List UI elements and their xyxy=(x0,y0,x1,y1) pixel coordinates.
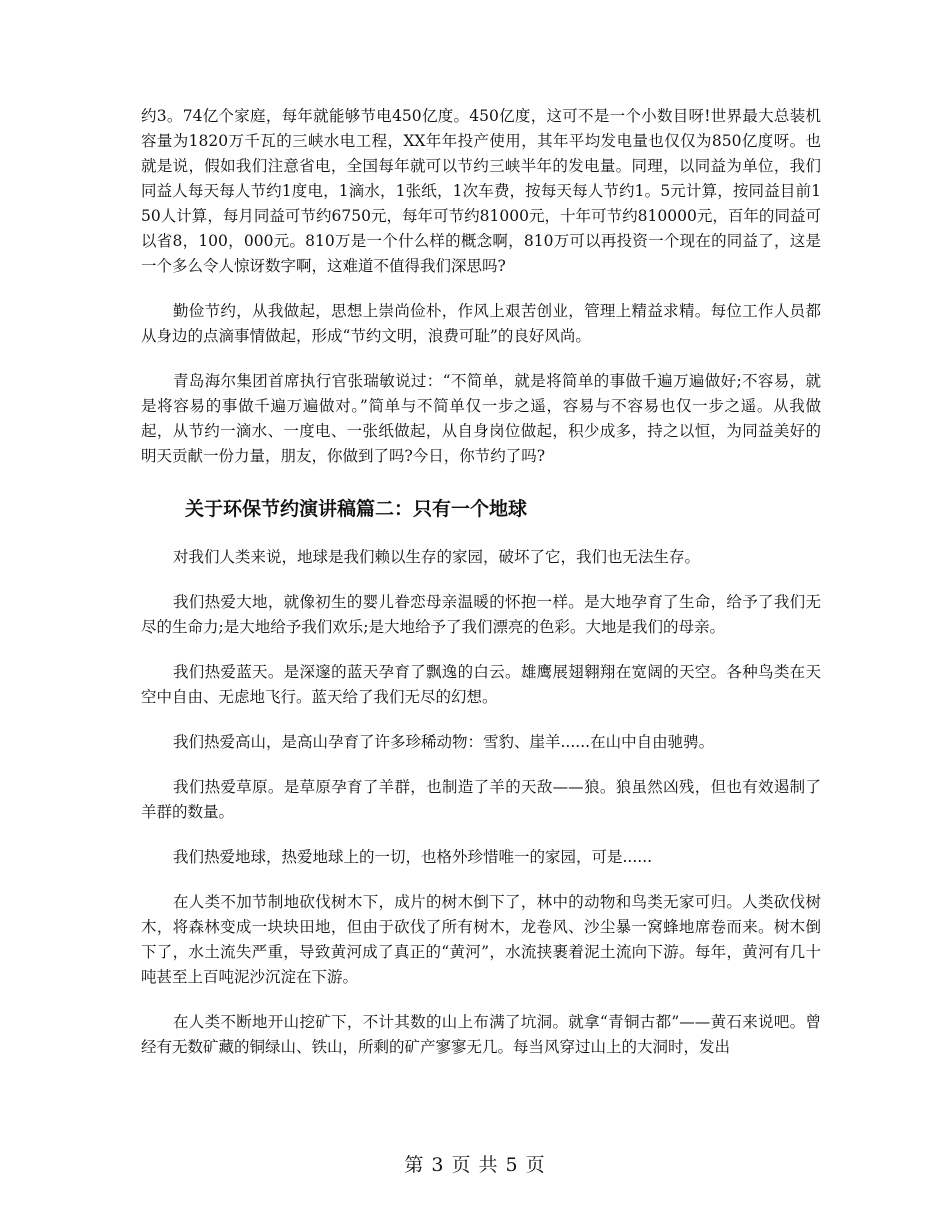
body-paragraph: 我们热爱高山，是高山孕育了许多珍稀动物：雪豹、崖羊......在山中自由驰骋。 xyxy=(173,733,715,751)
body-paragraph: 在人类不断地开山挖矿下，不计其数的山上布满了坑洞。就拿“青铜古都”——黄石来说吧。曾经有无数矿藏的铜绿山、铁山，所剩的矿产寥寥无几。每当风穿过山上的大洞时，发出 xyxy=(141,1013,821,1056)
section-heading: 关于环保节约演讲稿篇二：只有一个地球 xyxy=(185,498,528,520)
body-paragraph: 我们热爱草原。是草原孕育了羊群，也制造了羊的天敌——狼。狼虽然凶残，但也有效遏制了羊群的数量。 xyxy=(141,778,821,821)
document-page xyxy=(141,104,821,1060)
body-paragraph: 我们热爱蓝天。是深邃的蓝天孕育了飘逸的白云。雄鹰展翅翱翔在宽阔的天空。各种鸟类在天空中自由、无虑地飞行。蓝天给了我们无尽的幻想。 xyxy=(141,663,821,706)
body-paragraph: 在人类不加节制地砍伐树木下，成片的树木倒下了，林中的动物和鸟类无家可归。人类砍伐树木，将森林变成一块块田地，但由于砍伐了所有树木，龙卷风、沙尘暴一窝蜂地席卷而来。树木倒下了，水土流失严重，导致黄河成了真正的“黄河”，水流挟裹着泥土流向下游。每年，黄河有几十吨甚至上百吨泥沙沉淀在下游。 xyxy=(141,893,821,986)
body-paragraph: 勤俭节约，从我做起，思想上崇尚俭朴，作风上艰苦创业，管理上精益求精。每位工作人员都从身边的点滴事情做起，形成“节约文明，浪费可耻”的良好风尚。 xyxy=(141,302,821,345)
body-paragraph: 约3。74亿个家庭，每年就能够节电450亿度。450亿度，这可不是一个小数目呀!世界最大总装机容量为1820万千瓦的三峡水电工程，XX年年投产使用，其年平均发电量也仅仅为850亿度呀。也就是说，假如我们注意省电，全国每年就可以节约三峡半年的发电量。同理，以同益为单位，我们同益人每天每人节约1度电，1滴水，1张纸，1次车费，按每天每人节约1。5元计算，按同益目前150人计算，每月同益可节约6750元，每年可节约81000元，十年可节约810000元，百年的同益可以省8，100，000元。810万是一个什么样的概念啊，810万可以再投资一个现在的同益了，这是一个多么令人惊讶数字啊，这难道不值得我们深思吗? xyxy=(141,107,821,275)
body-paragraph: 我们热爱地球，热爱地球上的一切，也格外珍惜唯一的家园，可是...... xyxy=(173,848,653,866)
body-paragraph: 我们热爱大地，就像初生的婴儿眷恋母亲温暖的怀抱一样。是大地孕育了生命，给予了我们无尽的生命力;是大地给予我们欢乐;是大地给予了我们漂亮的色彩。大地是我们的母亲。 xyxy=(141,593,821,636)
body-paragraph: 对我们人类来说，地球是我们赖以生存的家园，破坏了它，我们也无法生存。 xyxy=(173,548,701,566)
page-number-footer: 第 3 页 共 5 页 xyxy=(404,1154,546,1176)
body-paragraph: 青岛海尔集团首席执行官张瑞敏说过：“不简单，就是将简单的事做千遍万遍做好;不容易，就是将容易的事做千遍万遍做对。”简单与不简单仅一步之遥，容易与不容易也仅一步之遥。从我做起，从节约一滴水、一度电、一张纸做起，从自身岗位做起，积少成多，持之以恒，为同益美好的明天贡献一份力量，朋友，你做到了吗?今日，你节约了吗? xyxy=(141,372,821,465)
